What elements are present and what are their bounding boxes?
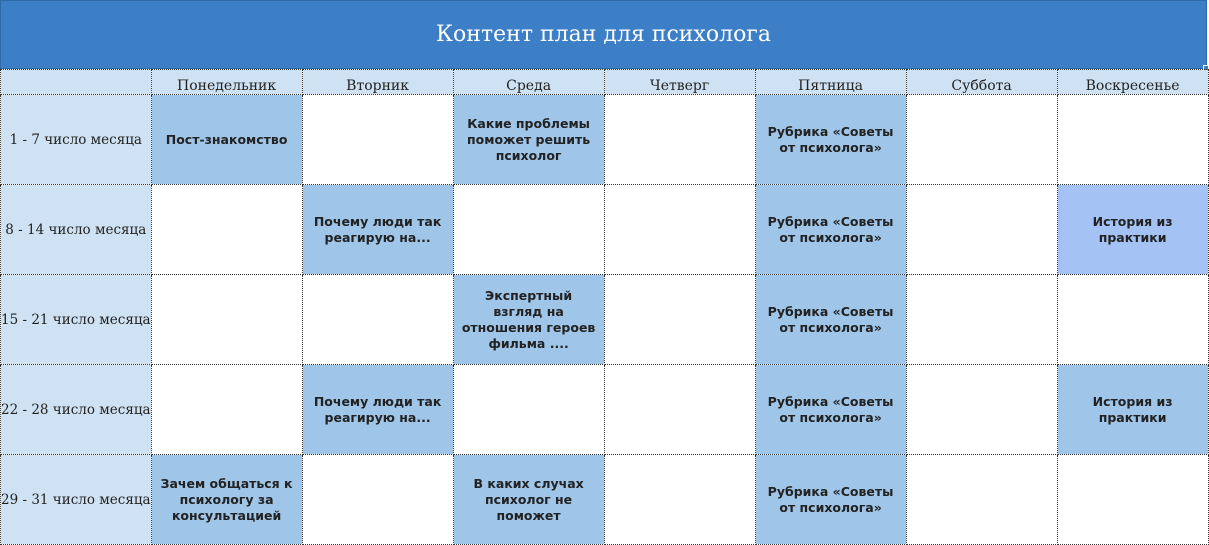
plan-cell[interactable] [755,185,906,275]
plan-cell[interactable] [453,365,604,455]
plan-cell[interactable] [453,95,604,185]
plan-cell[interactable] [151,365,302,455]
plan-cell[interactable] [302,95,453,185]
cell-text: Рубрика «Советы от психолога» [767,123,894,155]
header-row [1,70,1209,95]
plan-cell[interactable] [151,95,302,185]
cell-text: Экспертный взгляд на отношения героев фильма .... [461,287,596,351]
plan-cell[interactable] [302,455,453,545]
plan-cell[interactable] [604,185,755,275]
plan-cell[interactable] [1057,275,1208,365]
cell-text: Почему люди так реагирую на... [313,213,442,245]
day-header-thursday[interactable]: Четверг [604,70,755,95]
cell-text: История из практики [1092,213,1173,245]
day-header-wednesday[interactable]: Среда [453,70,604,95]
plan-cell[interactable] [604,365,755,455]
day-header-sunday[interactable]: Воскресенье [1057,70,1208,95]
table-row [1,365,1209,455]
plan-cell[interactable] [151,455,302,545]
plan-cell[interactable] [151,185,302,275]
plan-cell[interactable] [151,275,302,365]
plan-cell[interactable] [1057,455,1208,545]
cell-text: Зачем общаться к психологу за консультацией [160,475,293,523]
plan-cell[interactable] [302,365,453,455]
plan-cell[interactable] [906,275,1057,365]
plan-cell[interactable] [906,455,1057,545]
table-row [1,95,1209,185]
cell-text: Рубрика «Советы от психолога» [767,213,894,245]
plan-cell[interactable] [302,185,453,275]
table-row [1,185,1209,275]
row-label[interactable]: 1 - 7 число месяца [1,95,152,185]
cell-text: Какие проблемы поможет решить психолог [467,115,591,163]
table-row [1,455,1209,545]
row-label[interactable]: 29 - 31 число месяца [1,455,152,545]
content-plan-grid [0,69,1209,545]
corner-cell[interactable] [1,70,152,95]
plan-cell[interactable] [1057,365,1208,455]
plan-cell[interactable] [906,185,1057,275]
cell-text: История из практики [1092,393,1173,425]
cell-text: Рубрика «Советы от психолога» [767,393,894,425]
cell-text: В каких случах психолог не поможет [473,475,584,523]
plan-cell[interactable] [1057,185,1208,275]
plan-title[interactable]: Контент план для психолога [0,0,1207,69]
plan-cell[interactable] [906,95,1057,185]
plan-cell[interactable] [453,185,604,275]
table-row [1,275,1209,365]
plan-cell[interactable] [755,95,906,185]
day-header-tuesday[interactable]: Вторник [302,70,453,95]
plan-cell[interactable] [755,455,906,545]
cell-text: Почему люди так реагирую на... [313,393,442,425]
plan-cell[interactable] [604,95,755,185]
cell-text: Рубрика «Советы от психолога» [767,483,894,515]
day-header-monday[interactable]: Понедельник [151,70,302,95]
row-label[interactable]: 8 - 14 число месяца [1,185,152,275]
plan-cell[interactable] [453,275,604,365]
plan-cell[interactable] [1057,95,1208,185]
plan-cell[interactable] [755,365,906,455]
plan-cell[interactable] [755,275,906,365]
plan-cell[interactable] [604,275,755,365]
plan-cell[interactable] [604,455,755,545]
day-header-friday[interactable]: Пятница [755,70,906,95]
cell-text: Пост-знакомство [165,131,288,147]
plan-cell[interactable] [906,365,1057,455]
day-header-saturday[interactable]: Суббота [906,70,1057,95]
row-label[interactable]: 22 - 28 число месяца [1,365,152,455]
plan-cell[interactable] [453,455,604,545]
cell-text: Рубрика «Советы от психолога» [767,303,894,335]
plan-cell[interactable] [302,275,453,365]
row-label[interactable]: 15 - 21 число месяца [1,275,152,365]
